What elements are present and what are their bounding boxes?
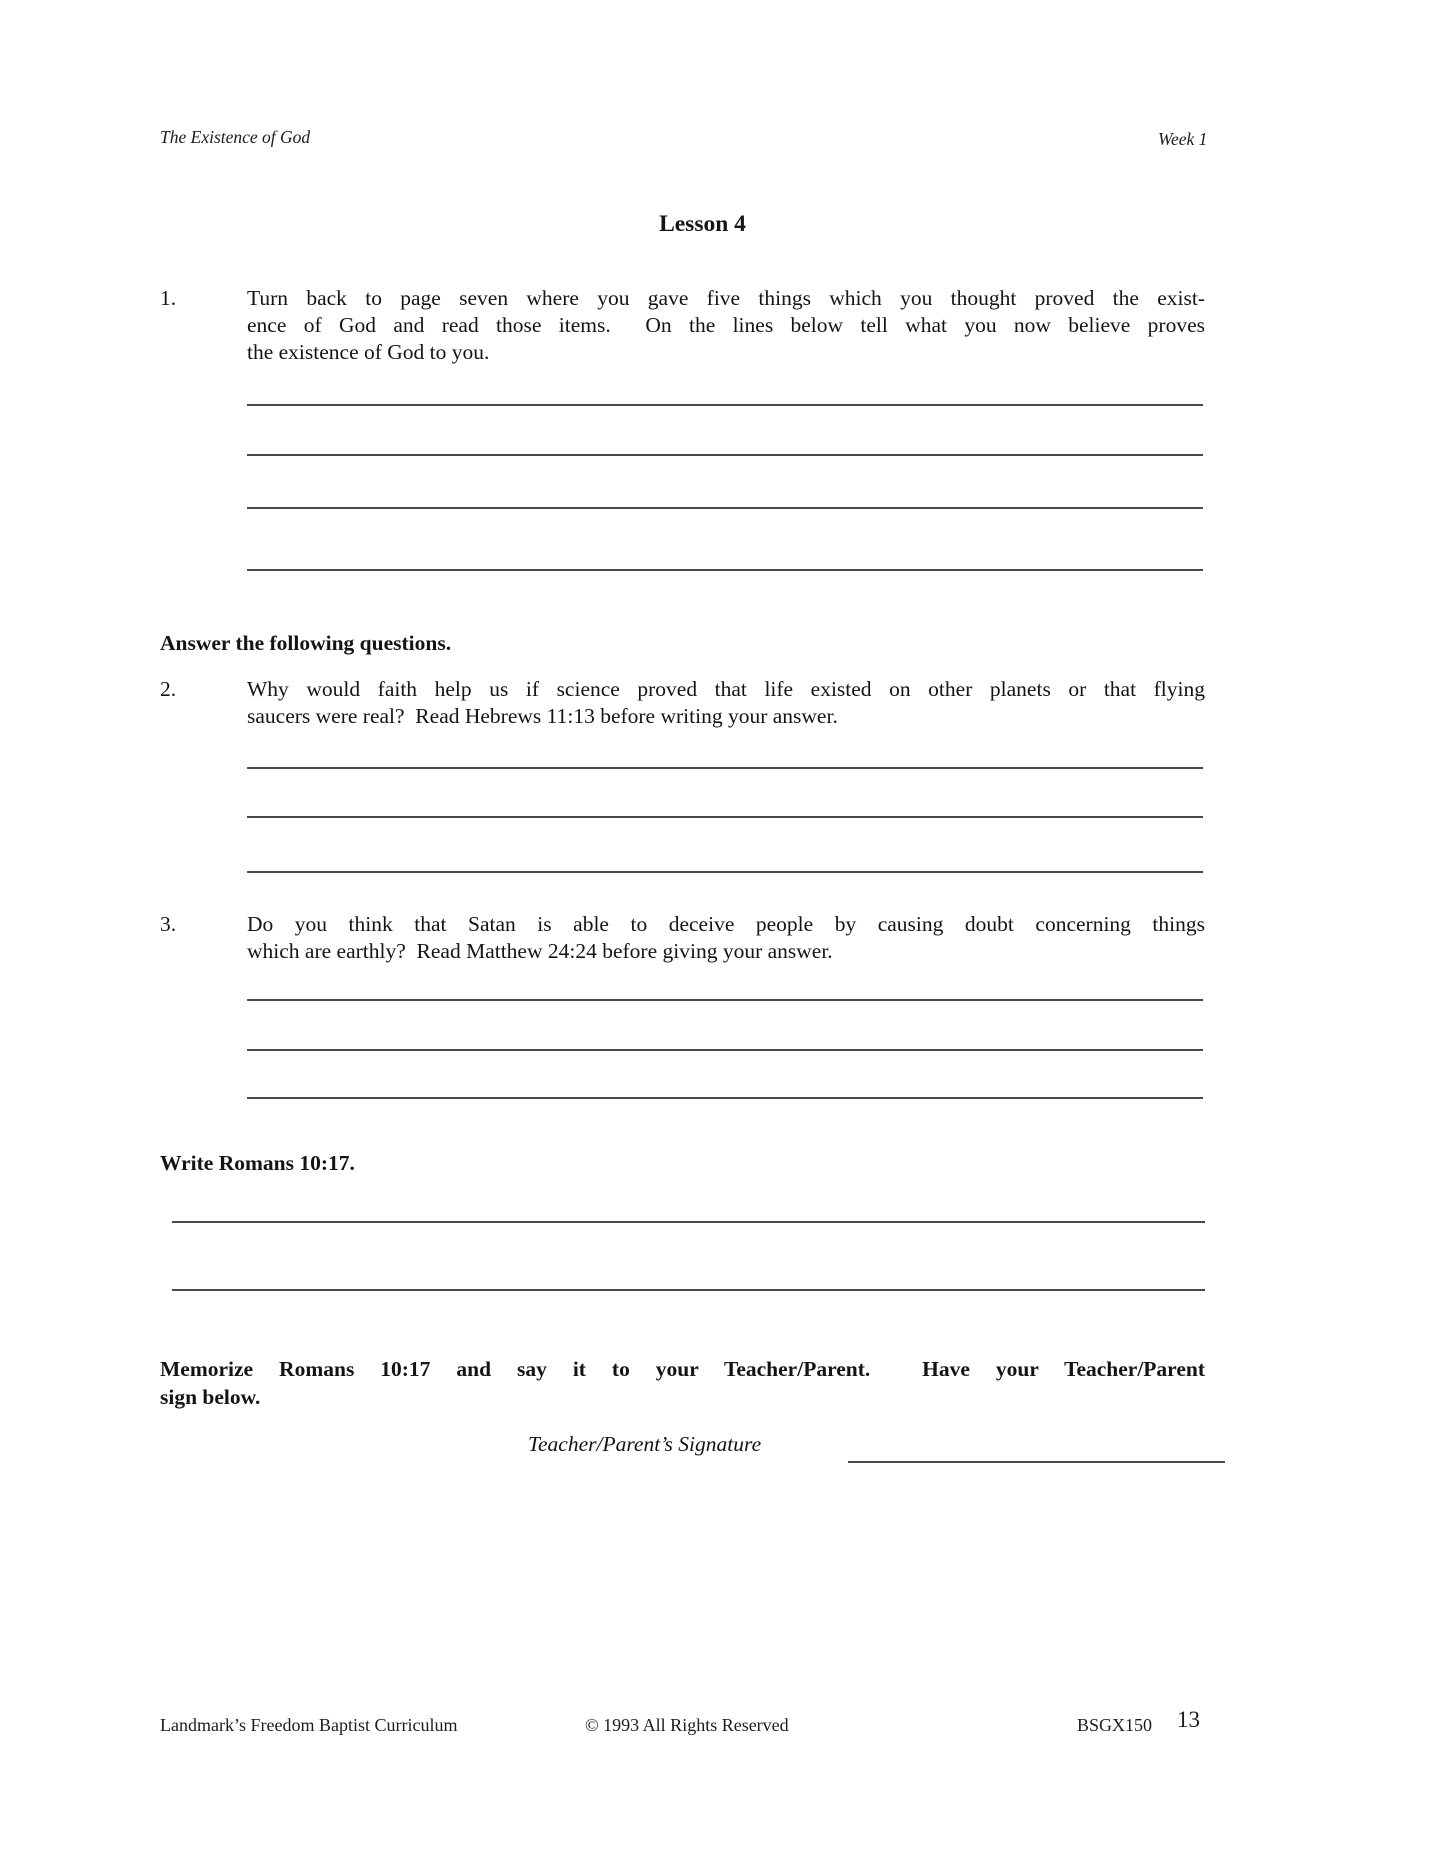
footer-publisher: Landmark’s Freedom Baptist Curriculum	[160, 1715, 458, 1735]
write-verse-line	[172, 1221, 1205, 1223]
answer-line	[247, 816, 1203, 818]
question-2-line: saucers were real? Read Hebrews 11:13 before writing your answer.	[247, 704, 838, 728]
question-2	[160, 676, 1205, 730]
answer-line	[247, 1097, 1203, 1099]
answer-line	[247, 569, 1203, 571]
lesson-title: Lesson 4	[659, 211, 746, 237]
answer-line	[247, 999, 1203, 1001]
signature-line	[848, 1461, 1225, 1463]
header-week-label: Week 1	[1158, 129, 1208, 149]
answer-line	[247, 507, 1203, 509]
memorize-instruction	[160, 1355, 1205, 1411]
question-1-text	[247, 285, 1205, 366]
signature-label: Teacher/Parent’s Signature	[528, 1432, 762, 1456]
question-3-line: which are earthly? Read Matthew 24:24 before giving your answer.	[247, 939, 833, 963]
footer-product-code: BSGX150	[1077, 1715, 1153, 1735]
question-2-text	[247, 676, 1205, 730]
answer-line	[247, 767, 1203, 769]
footer-copyright: © 1993 All Rights Reserved	[585, 1715, 789, 1735]
question-3-number: 3.	[160, 912, 177, 936]
answer-line	[247, 1049, 1203, 1051]
question-1-line: ence of God and read those items. On the lines below tell what you now believe proves	[247, 313, 1205, 337]
footer-page-number: 13	[1177, 1707, 1200, 1732]
memorize-line: Memorize Romans 10:17 and say it to your Teacher/Parent. Have your Teacher/Parent	[160, 1357, 1205, 1381]
write-verse-heading: Write Romans 10:17.	[160, 1151, 355, 1175]
question-3	[160, 911, 1205, 965]
question-2-number: 2.	[160, 677, 177, 701]
question-1-line: the existence of God to you.	[247, 340, 490, 364]
answer-line	[247, 871, 1203, 873]
answer-line	[247, 454, 1203, 456]
question-2-line: Why would faith help us if science proved that life existed on other planets or that flying	[247, 677, 1205, 701]
question-1-line: Turn back to page seven where you gave five things which you thought proved the exist-	[247, 286, 1205, 310]
question-1	[160, 285, 1205, 366]
section-heading: Answer the following questions.	[160, 631, 452, 655]
question-3-text	[247, 911, 1205, 965]
answer-line	[247, 404, 1203, 406]
question-3-line: Do you think that Satan is able to deceive people by causing doubt concerning things	[247, 912, 1205, 936]
memorize-line: sign below.	[160, 1385, 261, 1409]
header-book-title: The Existence of God	[160, 127, 311, 147]
write-verse-line	[172, 1289, 1205, 1291]
question-1-number: 1.	[160, 286, 177, 310]
